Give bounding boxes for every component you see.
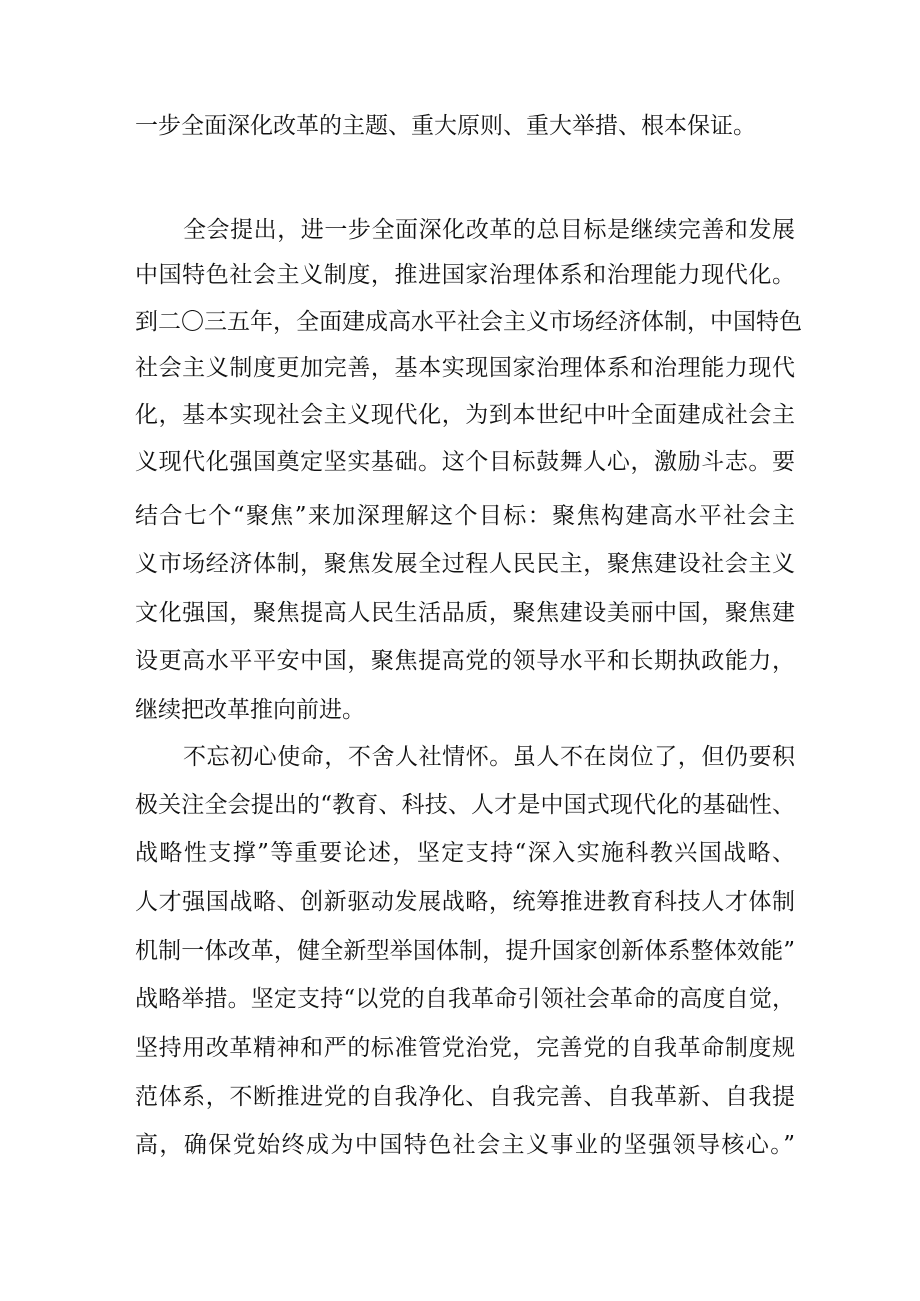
text-line: 继续把改革推向前进。 <box>135 697 365 723</box>
text-line: 义市场经济体制，聚焦发展全过程人民民主，聚焦建设社会主义 <box>135 551 795 577</box>
text-line: 社会主义制度更加完善，基本实现国家治理体系和治理能力现代 <box>135 355 795 381</box>
text-line: 到二〇三五年，全面建成高水平社会主义市场经济体制，中国特色 <box>135 309 802 335</box>
text-line: 文化强国，聚焦提高人民生活品质，聚焦建设美丽中国，聚焦建 <box>135 600 795 626</box>
text-line: 人才强国战略、创新驱动发展战略，统筹推进教育科技人才体制 <box>135 889 795 915</box>
text-line: 极关注全会提出的“教育、科技、人才是中国式现代化的基础性、 <box>135 792 795 818</box>
text-line: 结合七个“聚焦”来加深理解这个目标：聚焦构建高水平社会主 <box>135 503 795 529</box>
text-line: 一步全面深化改革的主题、重大原则、重大举措、根本保证。 <box>135 113 756 139</box>
text-line: 范体系，不断推进党的自我净化、自我完善、自我革新、自我提 <box>135 1084 795 1110</box>
text-line: 全会提出，进一步全面深化改革的总目标是继续完善和发展 <box>183 217 795 243</box>
text-line: 战略举措。坚定支持“以党的自我革命引领社会革命的高度自觉， <box>135 986 795 1012</box>
text-line: 中国特色社会主义制度，推进国家治理体系和治理能力现代化。 <box>135 262 795 288</box>
text-line: 义现代化强国奠定坚实基础。这个目标鼓舞人心，激励斗志。要 <box>135 449 795 475</box>
text-line: 坚持用改革精神和严的标准管党治党，完善党的自我革命制度规 <box>135 1035 795 1061</box>
text-line: 设更高水平平安中国，聚焦提高党的领导水平和长期执政能力， <box>135 648 795 674</box>
text-line: 战略性支撑”等重要论述，坚定支持“深入实施科教兴国战略、 <box>135 840 795 866</box>
text-line: 化，基本实现社会主义现代化，为到本世纪中叶全面建成社会主 <box>135 402 795 428</box>
text-line: 不忘初心使命，不舍人社情怀。虽人不在岗位了，但仍要积 <box>183 744 795 770</box>
text-line: 高，确保党始终成为中国特色社会主义事业的坚强领导核心。” <box>135 1132 795 1158</box>
text-line: 机制一体改革，健全新型举国体制，提升国家创新体系整体效能” <box>135 938 795 964</box>
